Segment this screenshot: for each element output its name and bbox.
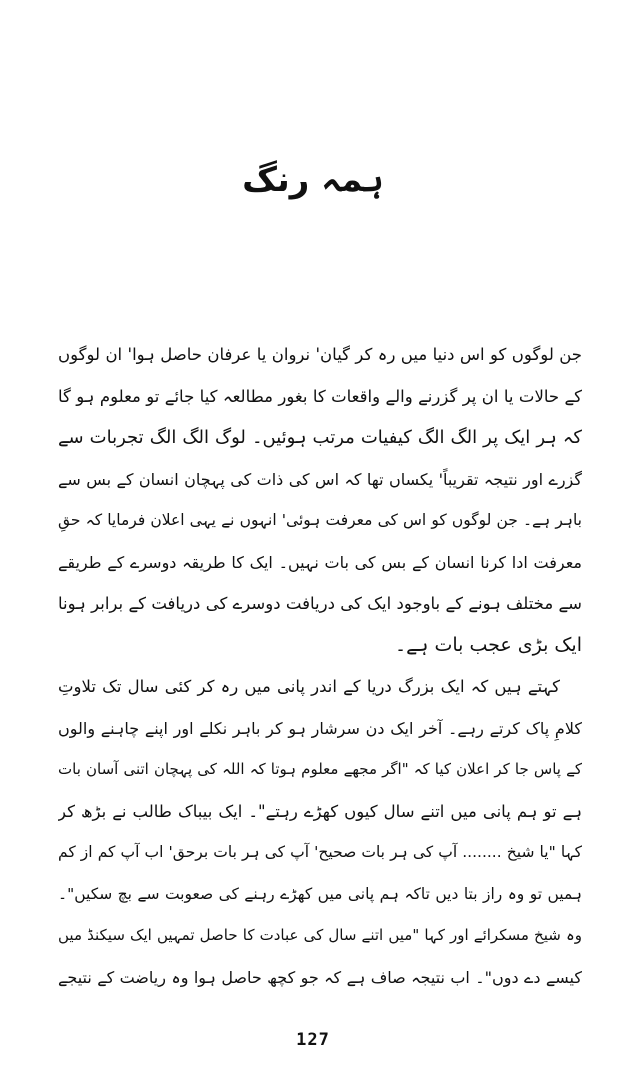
text-line: ہمیں تو وہ راز بتا دیں تاکہ ہم پانی میں کھڑے رہنے کی صعوبت سے بچ سکیں"۔ <box>58 884 582 903</box>
text-line: کہا "یا شیخ ........ آپ کی ہر بات صحیح' آپ کی ہر بات برحق' اب آپ کم از کم <box>58 843 582 861</box>
text-line: کے حالات یا ان پر گزرنے والے واقعات کا بغور مطالعہ کیا جائے تو معلوم ہو گا <box>58 386 582 406</box>
text-line: سے مختلف ہونے کے باوجود ایک کی دریافت دوسرے کی دریافت کے برابر ہونا <box>58 594 582 613</box>
text-line: کہتے ہیں کہ ایک بزرگ دریا کے اندر پانی میں رہ کر کئی سال تک تلاوتِ <box>58 677 560 696</box>
chapter-title: ہمہ رنگ <box>242 160 384 200</box>
text-line: کلامِ پاک کرتے رہے۔ آخر ایک دن سرشار ہو کر باہر نکلے اور اپنے چاہنے والوں <box>58 718 582 738</box>
text-line: کے پاس جا کر اعلان کیا کہ "اگر مجھے معلوم ہوتا کہ اللہ کی پہچان اتنی آسان بات <box>58 760 582 778</box>
text-line: معرفت ادا کرنا انسان کے بس کی بات نہیں۔ ایک کا طریقہ دوسرے کے طریقے <box>58 552 582 572</box>
text-line: کہ ہر ایک پر الگ الگ کیفیات مرتب ہوئیں۔ لوگ الگ الگ تجربات سے <box>58 427 582 448</box>
text-line: وہ شیخ مسکرائے اور کہا "میں اتنے سال کی عبادت کا حاصل تمہیں ایک سیکنڈ میں <box>58 926 582 944</box>
body-text <box>58 334 582 998</box>
text-line: جن لوگوں کو اس دنیا میں رہ کر گیان' نروان یا عرفان حاصل ہوا' ان لوگوں <box>58 345 582 364</box>
text-line: باہر ہے۔ جن لوگوں کو اس کی معرفت ہوئی' انہوں نے یہی اعلان فرمایا کہ حقِ <box>58 511 582 529</box>
text-line: ایک بڑی عجب بات ہے۔ <box>395 633 582 656</box>
text-line: کیسے دے دوں"۔ اب نتیجہ صاف ہے کہ جو کچھ حاصل ہوا وہ ریاضت کے نتیجے <box>58 967 582 987</box>
page-number: 127 <box>296 1030 330 1050</box>
text-line: گزرے اور نتیجہ تقریباً' یکساں تھا کہ اس کی ذات کی پہچان انسان کے بس سے <box>58 469 582 489</box>
text-line: ہے تو ہم پانی میں اتنے سال کیوں کھڑے رہتے"۔ ایک بیباک طالب نے بڑھ کر <box>58 801 582 821</box>
